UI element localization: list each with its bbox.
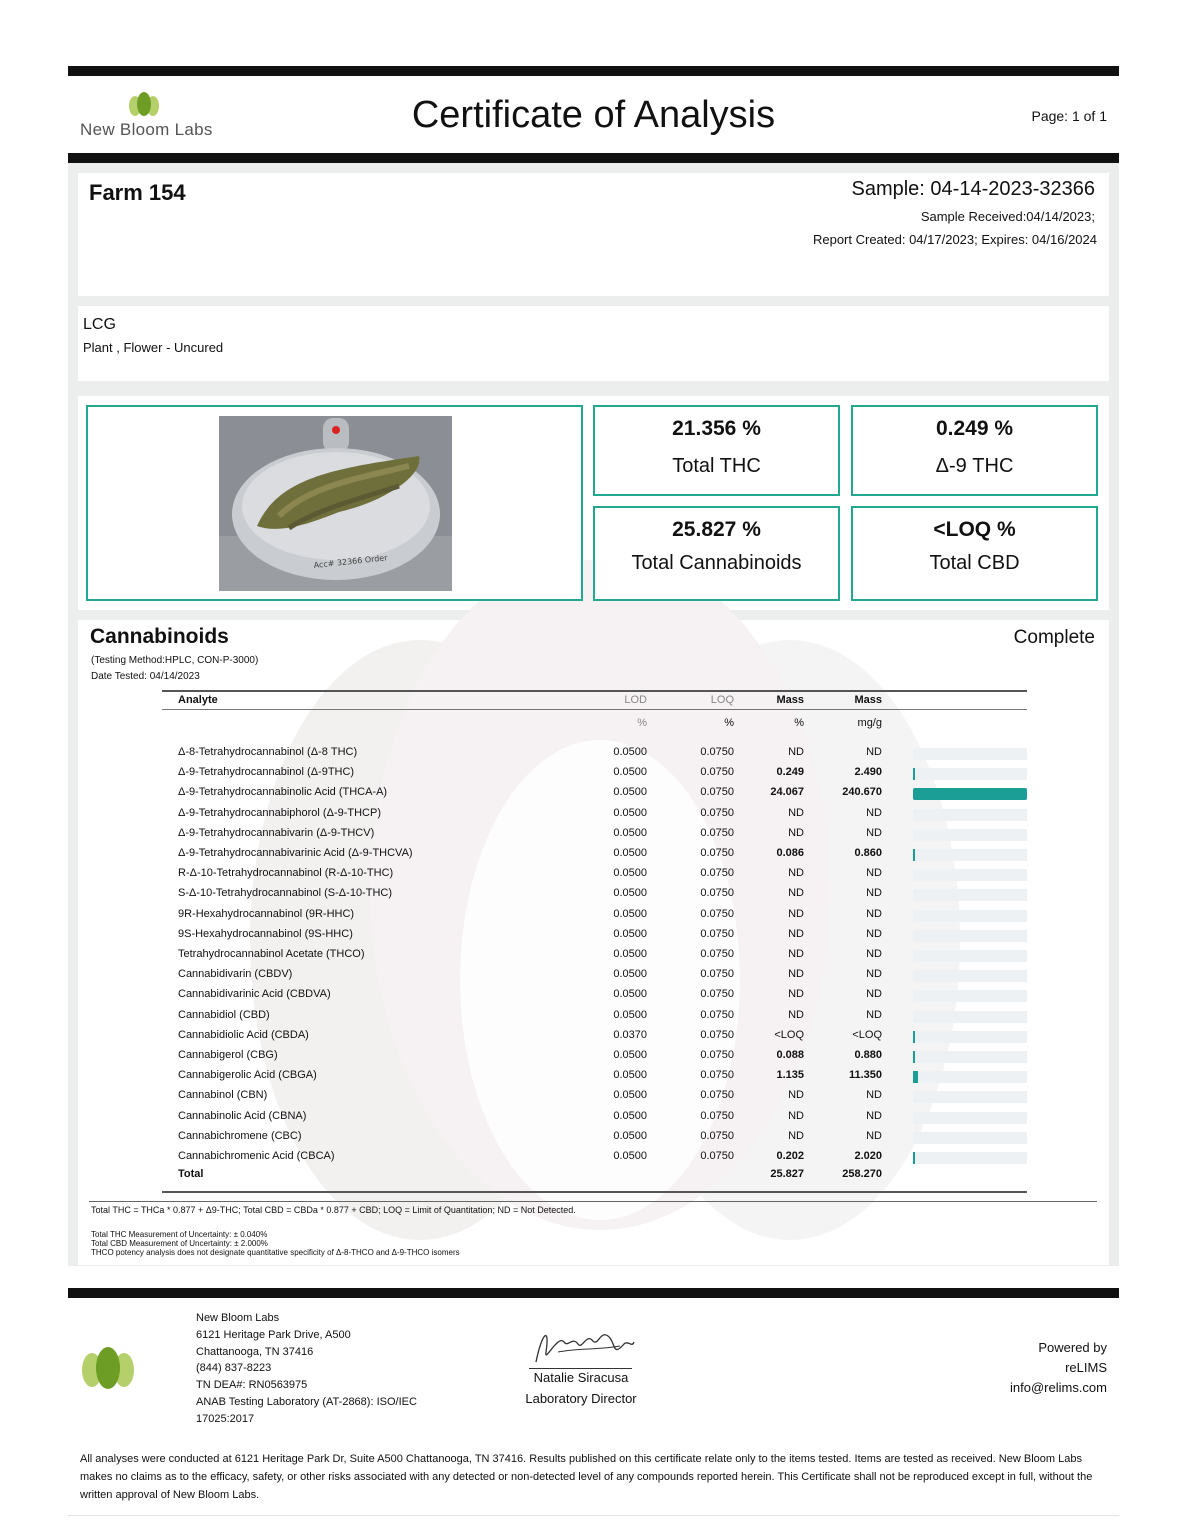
column-header-mass-pct: Mass [776, 694, 804, 706]
analyte-loq: 0.0750 [700, 806, 734, 819]
table-top-rule [162, 690, 1027, 692]
analyte-mass-pct: ND [788, 988, 804, 1001]
analyte-mass-mg: ND [866, 746, 882, 758]
analyte-lod: 0.0500 [613, 948, 647, 960]
table-row [0, 988, 1187, 1008]
table-bottom-rule [162, 1191, 1027, 1193]
column-header-loq: LOQ [710, 694, 734, 706]
analyte-name: Δ-9-Tetrahydrocannabinol (Δ-9THC) [178, 766, 355, 779]
analyte-name: Tetrahydrocannabinol Acetate (THCO) [178, 948, 365, 960]
section-title: Cannabinoids [90, 625, 229, 648]
analyte-bar-track [913, 788, 1027, 800]
analyte-bar-track [913, 1132, 1027, 1144]
address-line: Chattanooga, TN 37416 [196, 1345, 314, 1358]
analyte-mass-mg: ND [866, 806, 882, 819]
analyte-bar [913, 1031, 915, 1043]
analyte-name: Δ-9-Tetrahydrocannabinolic Acid (THCA-A) [178, 786, 388, 799]
table-row [0, 867, 1187, 887]
lab-logo-icon [126, 92, 162, 118]
analyte-bar [913, 788, 1027, 800]
analyte-name: Δ-9-Tetrahydrocannabiphorol (Δ-9-THCP) [178, 806, 381, 819]
analyte-loq: 0.0750 [700, 746, 734, 758]
page-number: Page: 1 of 1 [1031, 108, 1107, 124]
table-row [0, 827, 1187, 847]
analyte-bar-track [913, 748, 1027, 760]
table-row [0, 948, 1187, 968]
analyte-mass-pct: ND [788, 1089, 804, 1102]
analyte-bar-track [913, 930, 1027, 942]
analyte-lod: 0.0500 [613, 1129, 647, 1142]
unit-lod: % [637, 717, 647, 729]
analyte-name: Cannabidivarin (CBDV) [178, 968, 293, 981]
analyte-mass-pct: ND [788, 927, 804, 940]
report-dates: Report Created: 04/17/2023; Expires: 04/16/2024 [812, 232, 1097, 247]
analyte-loq: 0.0750 [700, 826, 734, 839]
analyte-name: Δ-8-Tetrahydrocannabinol (Δ-8 THC) [178, 746, 358, 758]
table-row [0, 968, 1187, 988]
header-bottom-rule [68, 153, 1119, 163]
unit-mass-pct: % [794, 717, 804, 729]
analyte-bar-track [913, 889, 1027, 901]
testing-method: (Testing Method:HPLC, CON-P-3000) [91, 655, 259, 666]
analyte-lod: 0.0500 [613, 927, 647, 940]
analyte-loq: 0.0750 [700, 927, 734, 940]
analyte-lod: 0.0500 [613, 1008, 647, 1021]
analyte-mass-mg: ND [866, 887, 882, 900]
table-total-row [0, 1168, 1187, 1184]
analyte-loq: 0.0750 [700, 1109, 734, 1122]
analyte-mass-mg: 0.860 [854, 847, 882, 859]
lab-logo-text: New Bloom Labs [80, 120, 213, 139]
table-row [0, 1150, 1187, 1170]
analyte-bar-track [913, 809, 1027, 821]
analyte-name: Δ-9-Tetrahydrocannabivarin (Δ-9-THCV) [178, 826, 375, 839]
analyte-bar [913, 1051, 915, 1063]
analyte-lod: 0.0500 [613, 746, 647, 758]
analyte-mass-pct: 0.086 [776, 847, 804, 859]
formula-note: Total THC = THCa * 0.877 + Δ9-THC; Total CBD = CBDa * 0.877 + CBD; LOQ = Limit of Quantitation; ND = Not Detected. [91, 1205, 576, 1215]
signature-image [528, 1322, 636, 1368]
kpi-delta9-thc [851, 405, 1098, 496]
analyte-name: 9R-Hexahydrocannabinol (9R-HHC) [178, 907, 355, 920]
analyte-loq: 0.0750 [700, 1089, 734, 1102]
analyte-mass-mg: 2.490 [854, 766, 882, 779]
sample-type: Plant , Flower - Uncured [83, 340, 224, 355]
sample-info-panel [78, 306, 1109, 381]
analyte-loq: 0.0750 [700, 968, 734, 981]
analyte-bar-track [913, 849, 1027, 861]
analyte-loq: 0.0750 [700, 907, 734, 920]
analyte-mass-mg: ND [866, 867, 882, 880]
analyte-loq: 0.0750 [700, 786, 734, 799]
analyte-name: S-Δ-10-Tetrahydrocannabinol (S-Δ-10-THC) [178, 887, 392, 900]
column-header-lod: LOD [624, 694, 647, 706]
kpi-value: 21.356 % [672, 417, 761, 440]
analyte-mass-mg: ND [866, 968, 882, 981]
analyte-name: Cannabidivarinic Acid (CBDVA) [178, 988, 331, 1001]
table-row [0, 928, 1187, 948]
footer-top-rule [68, 1288, 1119, 1298]
table-row [0, 746, 1187, 766]
lab-address [196, 1310, 417, 1428]
kpi-value: <LOQ % [933, 518, 1016, 541]
kpi-value: 0.249 % [935, 417, 1014, 440]
analyte-lod: 0.0500 [613, 1069, 647, 1082]
analyte-loq: 0.0750 [700, 948, 734, 960]
total-mass-pct: 25.827 [770, 1168, 804, 1180]
sample-name: LCG [83, 316, 116, 333]
analyte-lod: 0.0500 [613, 847, 647, 859]
address-line: New Bloom Labs [196, 1312, 280, 1324]
sample-id: Sample: 04-14-2023-32366 [851, 178, 1095, 200]
analyte-mass-pct: ND [788, 867, 804, 880]
disclaimer-text: All analyses were conducted at 6121 Heritage Park Dr, Suite A500 Chattanooga, TN 37416. Results published on this certificate relate only to the items tested. Items are tested as received. New Bloom Labs makes no claims as to the efficacy, safety, or other risks associated with any detected or non-detected level of any compounds reported herein. This Certificate shall not be reproduced except in full, without the written approval of New Bloom Labs. [80, 1453, 1093, 1501]
analyte-mass-pct: ND [788, 1008, 804, 1021]
signer-title: Laboratory Director [525, 1391, 637, 1406]
uncertainty-notes [91, 1230, 460, 1257]
analyte-mass-pct: 24.067 [770, 786, 804, 799]
table-row [0, 1049, 1187, 1069]
kpi-total-cbd [851, 506, 1098, 601]
analyte-mass-pct: ND [788, 948, 804, 960]
table-row [0, 1130, 1187, 1150]
analyte-loq: 0.0750 [700, 1150, 734, 1162]
analyte-name: Cannabigerol (CBG) [178, 1049, 278, 1061]
sample-photo [219, 416, 452, 591]
address-line: (844) 837-8223 [196, 1362, 272, 1375]
kpi-total-cannabinoids [593, 506, 840, 601]
analyte-lod: 0.0500 [613, 907, 647, 920]
analyte-lod: 0.0500 [613, 786, 647, 799]
table-row [0, 1029, 1187, 1049]
analyte-lod: 0.0500 [613, 1049, 647, 1061]
analyte-bar-track [913, 1112, 1027, 1124]
table-row [0, 1089, 1187, 1109]
analyte-bar [913, 1071, 918, 1083]
analyte-mass-mg: ND [866, 988, 882, 1001]
analyte-loq: 0.0750 [700, 1008, 734, 1021]
analyte-lod: 0.0500 [613, 887, 647, 900]
analyte-bar-track [913, 1011, 1027, 1023]
analyte-name: 9S-Hexahydrocannabinol (9S-HHC) [178, 927, 353, 940]
analyte-mass-mg: ND [866, 927, 882, 940]
analyte-mass-mg: ND [866, 907, 882, 920]
analyte-lod: 0.0500 [613, 1150, 647, 1162]
table-row [0, 807, 1187, 827]
analyte-mass-pct: ND [788, 887, 804, 900]
analyte-bar-track [913, 1071, 1027, 1083]
analyte-name: Cannabichromene (CBC) [178, 1129, 302, 1142]
table-row [0, 1069, 1187, 1089]
analyte-mass-pct: ND [788, 826, 804, 839]
analyte-bar-track [913, 990, 1027, 1002]
table-header-rule [162, 709, 1027, 710]
analyte-mass-mg: ND [866, 1089, 882, 1102]
analyte-name: Cannabichromenic Acid (CBCA) [178, 1150, 335, 1162]
table-row [0, 908, 1187, 928]
analyte-mass-mg: ND [866, 1109, 882, 1122]
kpi-label: Total Cannabinoids [631, 552, 802, 574]
analyte-bar-track [913, 1152, 1027, 1164]
address-line: TN DEA#: RN0563975 [196, 1379, 308, 1392]
powered-by-email: info@relims.com [1010, 1380, 1107, 1395]
analyte-lod: 0.0500 [613, 968, 647, 981]
analyte-name: R-Δ-10-Tetrahydrocannabinol (R-Δ-10-THC) [178, 867, 394, 880]
analyte-mass-pct: ND [788, 806, 804, 819]
analyte-bar [913, 849, 915, 861]
thco-note: THCO potency analysis does not designate quantitative specificity of Δ-8-THCO and Δ-9-THCO isomers [91, 1248, 460, 1257]
footer-bottom-rule [68, 1515, 1119, 1516]
kpi-total-thc [593, 405, 840, 496]
column-header-mass-mg: Mass [854, 694, 882, 706]
footer-logo-icon [80, 1346, 136, 1390]
analyte-lod: 0.0500 [613, 826, 647, 839]
table-row [0, 786, 1187, 806]
kpi-label: Total CBD [929, 552, 1020, 574]
kpi-label: Δ-9 THC [935, 455, 1014, 477]
analyte-lod: 0.0370 [613, 1028, 647, 1041]
analyte-name: Cannabigerolic Acid (CBGA) [178, 1069, 317, 1082]
table-row [0, 887, 1187, 907]
address-line: ANAB Testing Laboratory (AT-2868): ISO/IEC [196, 1395, 417, 1408]
analyte-mass-pct: ND [788, 746, 804, 758]
analyte-lod: 0.0500 [613, 1089, 647, 1102]
table-row [0, 1110, 1187, 1130]
analyte-mass-mg: 11.350 [848, 1069, 882, 1082]
powered-by-brand: reLIMS [1065, 1360, 1107, 1375]
analyte-mass-mg: 0.880 [854, 1049, 882, 1061]
analyte-mass-pct: 1.135 [776, 1069, 804, 1082]
analyte-name: Cannabidiol (CBD) [178, 1008, 270, 1021]
analyte-mass-pct: 0.202 [776, 1150, 804, 1162]
analyte-mass-pct: ND [788, 1129, 804, 1142]
analyte-bar-track [913, 1091, 1027, 1103]
uncertainty-thc: Total THC Measurement of Uncertainty: ± 0.040% [91, 1230, 268, 1239]
analyte-loq: 0.0750 [700, 988, 734, 1001]
address-line: 17025:2017 [196, 1412, 255, 1425]
analyte-loq: 0.0750 [700, 1129, 734, 1142]
analyte-lod: 0.0500 [613, 988, 647, 1001]
analyte-loq: 0.0750 [700, 1069, 734, 1082]
table-row [0, 847, 1187, 867]
analyte-lod: 0.0500 [613, 1109, 647, 1122]
analyte-lod: 0.0500 [613, 766, 647, 779]
analyte-loq: 0.0750 [700, 847, 734, 859]
analyte-bar [913, 1152, 915, 1164]
analyte-mass-mg: ND [866, 1008, 882, 1021]
analyte-name: Cannabidiolic Acid (CBDA) [178, 1028, 309, 1041]
analyte-bar-track [913, 1031, 1027, 1043]
header-top-rule [68, 66, 1119, 76]
analyte-name: Cannabinol (CBN) [178, 1089, 268, 1102]
analyte-bar-track [913, 869, 1027, 881]
analyte-loq: 0.0750 [700, 867, 734, 880]
analyte-mass-mg: 2.020 [854, 1150, 882, 1162]
powered-by [960, 1338, 1107, 1398]
analyte-bar-track [913, 950, 1027, 962]
uncertainty-cbd: Total CBD Measurement of Uncertainty: ± 2.000% [91, 1239, 268, 1248]
kpi-value: 25.827 % [672, 518, 761, 541]
powered-by-label: Powered by [1038, 1340, 1107, 1355]
analyte-bar-track [913, 1051, 1027, 1063]
analyte-mass-mg: ND [866, 948, 882, 960]
analyte-name: Cannabinolic Acid (CBNA) [178, 1109, 307, 1122]
analyte-bar-track [913, 910, 1027, 922]
unit-loq: % [724, 717, 734, 729]
table-row [0, 766, 1187, 786]
status-text: Complete [1013, 627, 1095, 648]
analyte-mass-pct: ND [788, 968, 804, 981]
analyte-mass-pct: ND [788, 1109, 804, 1122]
total-label: Total [178, 1168, 204, 1180]
photo-label: Acc# 32366 Order [313, 553, 388, 570]
analyte-bar [913, 768, 915, 780]
analyte-mass-pct: 0.249 [776, 766, 804, 779]
analyte-mass-pct: 0.088 [776, 1049, 804, 1061]
kpi-label: Total THC [672, 455, 761, 477]
signer-name: Natalie Siracusa [533, 1370, 629, 1385]
analyte-mass-mg: ND [866, 1129, 882, 1142]
analyte-bar-track [913, 970, 1027, 982]
analyte-mass-pct: ND [788, 907, 804, 920]
date-tested: Date Tested: 04/14/2023 [91, 671, 200, 682]
analyte-loq: 0.0750 [700, 887, 734, 900]
analyte-mass-mg: <LOQ [852, 1028, 882, 1041]
analyte-name: Δ-9-Tetrahydrocannabivarinic Acid (Δ-9-THCVA) [178, 847, 413, 859]
analyte-loq: 0.0750 [700, 1049, 734, 1061]
analyte-bar-track [913, 829, 1027, 841]
client-name: Farm 154 [89, 180, 186, 205]
column-header-analyte: Analyte [178, 694, 218, 706]
analyte-mass-mg: 240.670 [842, 786, 882, 799]
table-row [0, 1009, 1187, 1029]
analyte-mass-mg: ND [866, 826, 882, 839]
page-title: Certificate of Analysis [411, 94, 776, 136]
total-mass-mg: 258.270 [842, 1168, 882, 1180]
analyte-lod: 0.0500 [613, 867, 647, 880]
analyte-lod: 0.0500 [613, 806, 647, 819]
analyte-loq: 0.0750 [700, 1028, 734, 1041]
analyte-bar-track [913, 768, 1027, 780]
sample-received-date: Sample Received:04/14/2023; [920, 209, 1095, 224]
unit-mass-mg: mg/g [857, 717, 882, 729]
signature-line [529, 1368, 632, 1369]
address-line: 6121 Heritage Park Drive, A500 [196, 1328, 351, 1341]
analyte-loq: 0.0750 [700, 766, 734, 779]
analyte-mass-pct: <LOQ [774, 1028, 804, 1041]
notes-rule [89, 1201, 1097, 1202]
